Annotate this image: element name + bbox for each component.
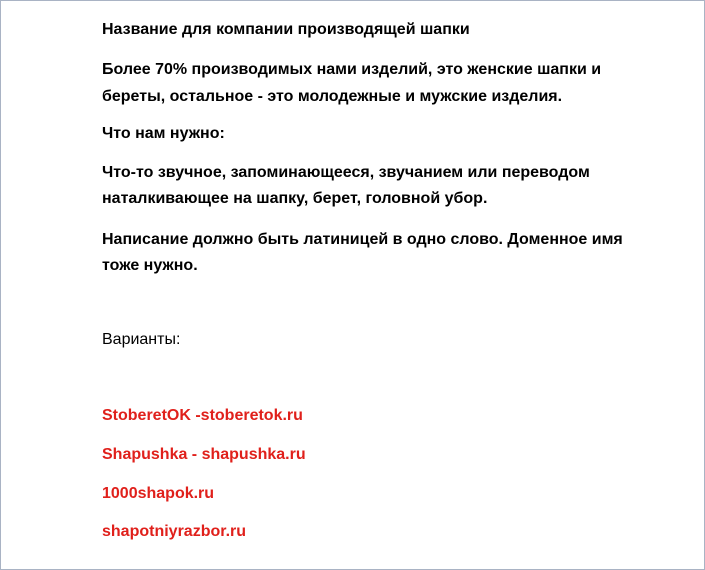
paragraph-line: наталкивающее на шапку, берет, головной убор. xyxy=(102,190,488,207)
paragraph-line: Более 70% производимых нами изделий, это женские шапки и xyxy=(102,61,602,78)
requirements-heading: Что нам нужно: xyxy=(102,125,225,142)
paragraph-line: береты, остальное - это молодежные и мужские изделия. xyxy=(102,88,563,105)
variants-heading: Варианты: xyxy=(102,331,181,348)
paragraph-line: Написание должно быть латиницей в одно слово. Доменное имя xyxy=(102,231,623,248)
variant-item: Shapushka - shapushka.ru xyxy=(102,446,306,463)
variant-item: 1000shapok.ru xyxy=(102,485,215,502)
paragraph-line: тоже нужно. xyxy=(102,257,198,274)
paragraph-line: Что-то звучное, запоминающееся, звучанием или переводом xyxy=(102,164,590,181)
variant-item: shapotniyrazbor.ru xyxy=(102,523,247,540)
variant-item: StoberetOK -stoberetok.ru xyxy=(102,407,303,424)
document-title: Название для компании производящей шапки xyxy=(102,21,470,38)
